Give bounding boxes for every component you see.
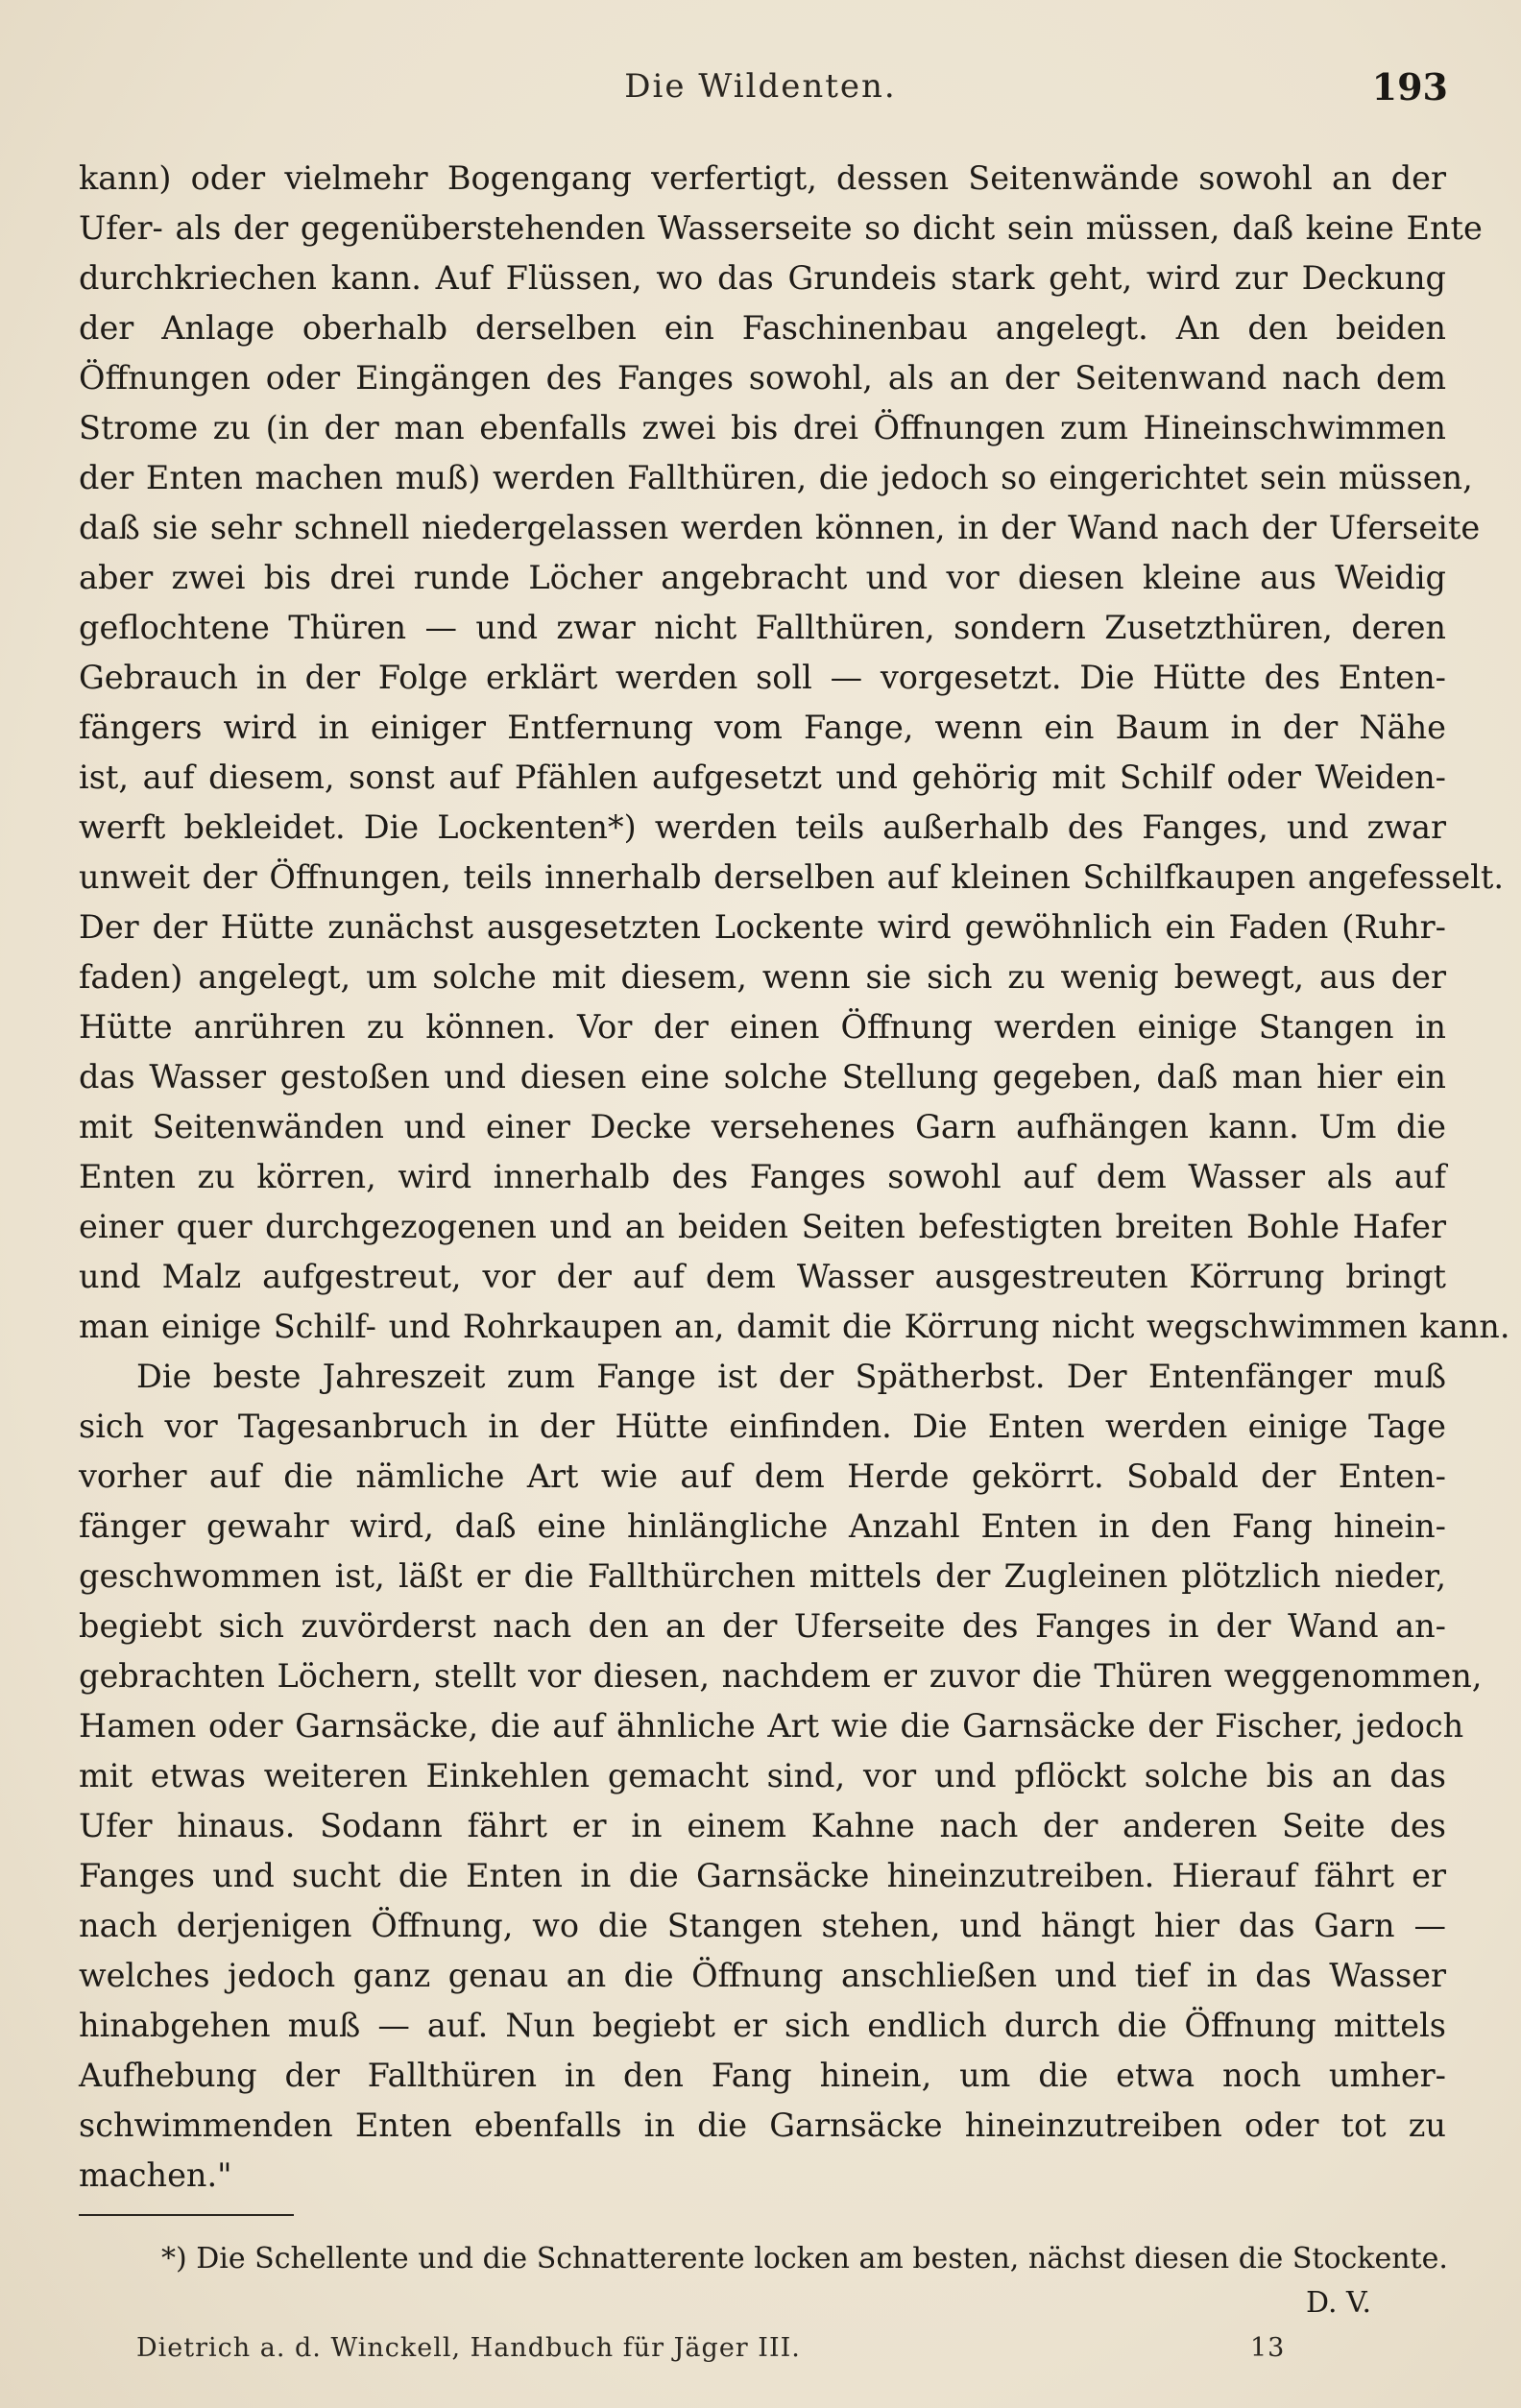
text-line: Ufer- als der gegenüberstehenden Wasserseite so dicht sein müssen, daß keine Ente (79, 209, 1483, 247)
text-line: faden) angelegt, um solche mit diesem, wenn sie sich zu wenig bewegt, aus der (79, 958, 1446, 996)
text-line: und Malz aufgestreut, vor der auf dem Wasser ausgestreuten Körrung bringt (79, 1258, 1446, 1295)
text-line: Enten zu körren, wird innerhalb des Fanges sowohl auf dem Wasser als auf (79, 1158, 1446, 1195)
running-title: Die Wildenten. (624, 67, 897, 106)
text-line: Gebrauch in der Folge erklärt werden soll — vorgesetzt. Die Hütte des Enten- (79, 659, 1446, 696)
text-line: einer quer durchgezogenen und an beiden Seiten befestigten breiten Bohle Hafer (79, 1208, 1446, 1245)
text-line: Der der Hütte zunächst ausgesetzten Lockente wird gewöhnlich ein Faden (Ruhr- (79, 908, 1446, 946)
paragraph (79, 154, 1510, 1352)
text-line: Die beste Jahreszeit zum Fange ist der Spätherbst. Der Entenfänger muß (136, 1358, 1446, 1395)
text-line: werft bekleidet. Die Lockenten*) werden teils außerhalb des Fanges, und zwar (79, 808, 1446, 846)
text-line: vorher auf die nämliche Art wie auf dem Herde gekörrt. Sobald der Enten- (79, 1457, 1446, 1495)
text-line: geschwommen ist, läßt er die Fallthürchen mittels der Zugleinen plötzlich nieder, (79, 1557, 1446, 1595)
footnote (79, 2237, 1446, 2325)
text-line: der Enten machen muß) werden Fallthüren, die jedoch so eingerichtet sein müssen, (79, 459, 1473, 496)
text-line: welches jedoch ganz genau an die Öffnung anschließen und tief in das Wasser (79, 1957, 1446, 1994)
text-line: mit etwas weiteren Einkehlen gemacht sind, vor und pflöckt solche bis an das (79, 1757, 1446, 1794)
text-line: schwimmenden Enten ebenfalls in die Garnsäcke hineinzutreiben oder tot zu (79, 2107, 1446, 2144)
page-number: 193 (1371, 65, 1448, 108)
text-line: das Wasser gestoßen und diesen eine solche Stellung gegeben, daß man hier ein (79, 1058, 1446, 1096)
text-line: begiebt sich zuvörderst nach den an der Uferseite des Fanges in der Wand an- (79, 1607, 1446, 1645)
text-line: gebrachten Löchern, stellt vor diesen, nachdem er zuvor die Thüren weggenommen, (79, 1657, 1483, 1695)
text-line: mit Seitenwänden und einer Decke versehenes Garn aufhängen kann. Um die (79, 1108, 1446, 1145)
text-line: aber zwei bis drei runde Löcher angebracht und vor diesen kleine aus Weidig (79, 559, 1446, 596)
text-line: ist, auf diesem, sonst auf Pfählen aufgesetzt und gehörig mit Schilf oder Weiden- (79, 759, 1446, 796)
footnote-rule (79, 2214, 294, 2216)
signature-mark: 13 (1250, 2333, 1286, 2363)
text-line: machen." (79, 2156, 232, 2194)
text-line: Strome zu (in der man ebenfalls zwei bis drei Öffnungen zum Hineinschwimmen (79, 409, 1446, 446)
text-line: durchkriechen kann. Auf Flüssen, wo das Grundeis stark geht, wird zur Deckung (79, 259, 1446, 297)
text-line: unweit der Öffnungen, teils innerhalb derselben auf kleinen Schilfkaupen angefesselt. (79, 858, 1504, 896)
text-line: nach derjenigen Öffnung, wo die Stangen stehen, und hängt hier das Garn — (79, 1907, 1446, 1944)
text-line: kann) oder vielmehr Bogengang verfertigt, dessen Seitenwände sowohl an der (79, 159, 1446, 197)
text-line: Hütte anrühren zu können. Vor der einen Öffnung werden einige Stangen in (79, 1008, 1446, 1046)
text-line: Ufer hinaus. Sodann fährt er in einem Kahne nach der anderen Seite des (79, 1807, 1446, 1844)
text-line: man einige Schilf- und Rohrkaupen an, damit die Körrung nicht wegschwimmen kann. (79, 1308, 1510, 1345)
paragraph (79, 1352, 1483, 2201)
text-line: sich vor Tagesanbruch in der Hütte einfinden. Die Enten werden einige Tage (79, 1408, 1446, 1445)
body-text (79, 154, 1510, 2201)
imprint (79, 2333, 1446, 2372)
footnote-signature: D. V. (1305, 2286, 1371, 2320)
text-line: der Anlage oberhalb derselben ein Faschinenbau angelegt. An den beiden (79, 309, 1446, 347)
text-line: geflochtene Thüren — und zwar nicht Fallthüren, sondern Zusetzthüren, deren (79, 609, 1446, 646)
text-line: fänger gewahr wird, daß eine hinlängliche Anzahl Enten in den Fang hinein- (79, 1507, 1446, 1545)
running-head (0, 67, 1521, 115)
text-line: hinabgehen muß — auf. Nun begiebt er sich endlich durch die Öffnung mittels (79, 2007, 1446, 2044)
imprint-text: Dietrich a. d. Winckell, Handbuch für Jäger III. (136, 2333, 801, 2363)
footnote-text: *) Die Schellente und die Schnatterente locken am besten, nächst diesen die Stockente. (161, 2242, 1448, 2276)
text-line: Öffnungen oder Eingängen des Fanges sowohl, als an der Seitenwand nach dem (79, 359, 1446, 397)
text-line: Fanges und sucht die Enten in die Garnsäcke hineinzutreiben. Hierauf fährt er (79, 1857, 1446, 1894)
text-line: Aufhebung der Fallthüren in den Fang hinein, um die etwa noch umher- (79, 2057, 1446, 2094)
text-line: fängers wird in einiger Entfernung vom Fange, wenn ein Baum in der Nähe (79, 709, 1446, 746)
text-line: daß sie sehr schnell niedergelassen werden können, in der Wand nach der Uferseite (79, 509, 1481, 546)
text-line: Hamen oder Garnsäcke, die auf ähnliche Art wie die Garnsäcke der Fischer, jedoch (79, 1707, 1464, 1745)
